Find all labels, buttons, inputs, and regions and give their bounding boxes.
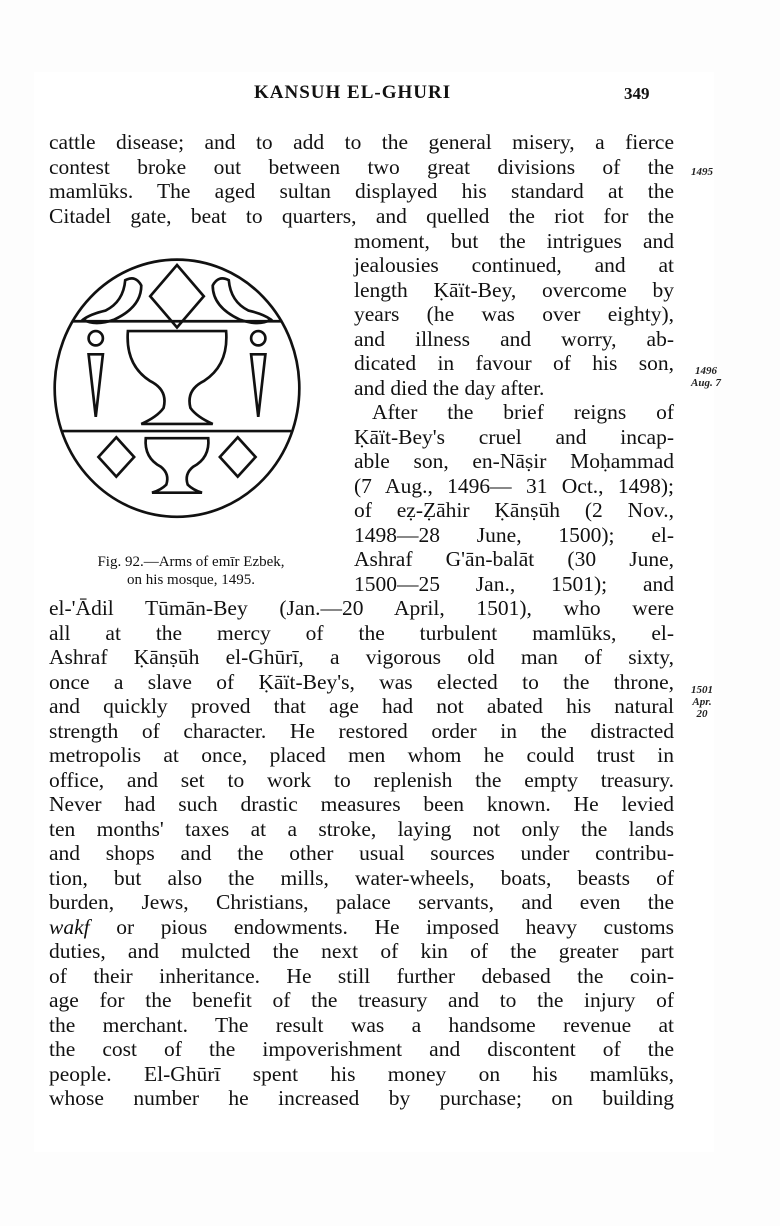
text-line: duties, and mulcted the next of kin of the greater part [49,939,674,963]
margin-note-line: Apr. [692,696,712,708]
text-line: Ashraf Ḳānṣūh el-Ghūrī, a vigorous old man of sixty, [49,645,674,669]
margin-note-year [691,166,713,178]
margin-note-date [691,365,721,389]
text-line: dicated in favour of his son, [354,351,674,375]
caption-line: Fig. 92.—Arms of emīr Ezbek, [97,554,285,570]
italic-term: wakf [49,915,90,939]
text-line: all at the mercy of the turbulent mamlūks, el- [49,621,674,645]
text-line: tion, but also the mills, water-wheels, boats, beasts of [49,866,674,890]
text-line: Citadel gate, beat to quarters, and quelled the riot for the [49,204,674,228]
text-line: After the brief reigns of [372,400,674,424]
text-span: or pious endowments. He imposed heavy customs [116,915,674,939]
text-line: years (he was over eighty), [354,302,674,326]
text-line: 1498—28 June, 1500); el- [354,523,674,547]
text-line: el-'Ādil Tūmān-Bey (Jan.—20 April, 1501), who were [49,596,674,620]
heraldic-arms-icon [52,250,302,530]
text-line: Never had such drastic measures been known. He levied [49,792,674,816]
text-line: age for the benefit of the treasury and to the injury of [49,988,674,1012]
text-line: and quickly proved that age had not abated his natural [49,694,674,718]
text-line: moment, but the intrigues and [354,229,674,253]
text-line: and illness and worry, ab- [354,327,674,351]
text-line: and died the day after. [354,376,545,400]
text-line: metropolis at once, placed men whom he could trust in [49,743,674,767]
text-line: office, and set to work to replenish the empty treasury. [49,768,674,792]
page-number: 349 [624,84,650,103]
text-line: people. El-Ghūrī spent his money on his mamlūks, [49,1062,674,1086]
text-line: Ashraf G'ān-balāt (30 June, [354,547,674,571]
text-line: of eẓ-Ẓāhir Ḳānṣūh (2 Nov., [354,498,674,522]
margin-note-line: 20 [696,708,708,720]
caption-line: on his mosque, 1495. [127,572,255,588]
text-line: strength of character. He restored order in the distracted [49,719,674,743]
margin-note-date [691,684,713,720]
text-line: cattle disease; and to add to the general misery, a fierce [49,130,674,154]
text-line: the cost of the impoverishment and discontent of the [49,1037,674,1061]
margin-note-line: 1496 [694,365,717,377]
text-line [49,915,674,940]
margin-note-line: 1501 [691,684,713,696]
margin-note-line: 1495 [691,166,713,178]
running-title: KANSUH EL-GHURI [254,82,452,103]
text-line: Ḳāït-Bey's cruel and incap- [354,425,674,449]
text-line: of their inheritance. He still further debased the coin- [49,964,674,988]
margin-note-line: Aug. 7 [691,377,721,389]
text-line: mamlūks. The aged sultan displayed his standard at the [49,179,674,203]
text-line: contest broke out between two great divisions of the [49,155,674,179]
text-line: 1500—25 Jan., 1501); and [354,572,674,596]
text-line: (7 Aug., 1496— 31 Oct., 1498); [354,474,674,498]
text-line: ten months' taxes at a stroke, laying not only the lands [49,817,674,841]
figure-caption [46,553,336,589]
text-line: able son, en-Nāṣir Moḥammad [354,449,674,473]
text-line: length Ḳāït-Bey, overcome by [354,278,674,302]
text-line: whose number he increased by purchase; on building [49,1086,674,1110]
text-line: burden, Jews, Christians, palace servants, and even the [49,890,674,914]
text-line: and shops and the other usual sources under contribu- [49,841,674,865]
text-line: once a slave of Ḳāït-Bey's, was elected to the throne, [49,670,674,694]
text-line: the merchant. The result was a handsome revenue at [49,1013,674,1037]
text-line: jealousies continued, and at [354,253,674,277]
